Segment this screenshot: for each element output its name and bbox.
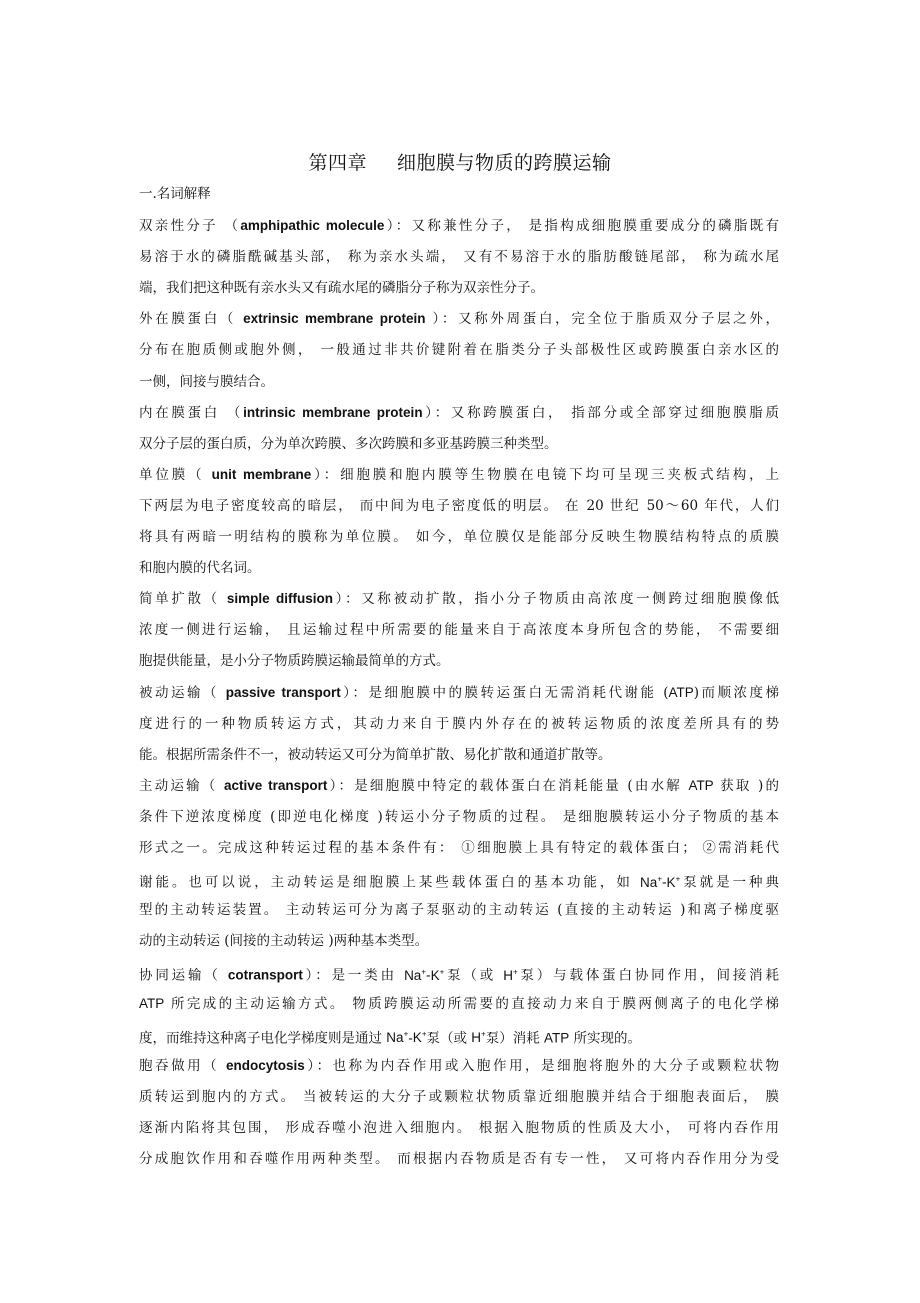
section-heading: 一.名词解释 xyxy=(139,186,211,202)
text-line: 能。根据所需条件不一，被动转运又可分为简单扩散、易化扩散和通道扩散等。 xyxy=(139,746,612,763)
text-line: 和胞内膜的代名词。 xyxy=(139,560,261,577)
text-line: 谢能。也可以说，主动转运是细胞膜上某些载体蛋白的基本功能，如 Na+-K+泵就是一种典 xyxy=(139,874,779,891)
text-line: 一侧，间接与膜结合。 xyxy=(139,373,274,390)
text-line: 单位膜（ unit membrane）：细胞膜和胞内膜等生物膜在电镜下均可呈现三夹板式结构，上 xyxy=(139,466,779,483)
text-line: 胞吞做用（ endocytosis）：也称为内吞作用或入胞作用，是细胞将胞外的大分子或颗粒状物 xyxy=(139,1057,780,1074)
text-line: 度，而维持这种离子电化学梯度则是通过 Na+-K+泵（或 H+泵）消耗 ATP 所实现的。 xyxy=(139,1029,642,1047)
text-line: 质转运到胞内的方式。 当被转运的大分子或颗粒状物质靠近细胞膜并结合于细胞表面后， 膜 xyxy=(139,1088,779,1105)
chapter-number: 第四章 xyxy=(308,152,367,174)
text-line: 条件下逆浓度梯度 (即逆电化梯度 )转运小分子物质的过程。 是细胞膜转运小分子物质的基本 xyxy=(139,808,779,825)
text-line: 浓度一侧进行运输， 且运输过程中所需要的能量来自于高浓度本身所包含的势能， 不需要细 xyxy=(139,622,779,639)
text-line: 双分子层的蛋白质，分为单次跨膜、多次跨膜和多亚基跨膜三种类型。 xyxy=(139,435,558,452)
text-line: 下两层为电子密度较高的暗层， 而中间为电子密度低的明层。 在 20 世纪 50～60 年代，人们 xyxy=(139,497,779,514)
text-line: 易溶于水的磷脂酰碱基头部， 称为亲水头端， 又有不易溶于水的脂肪酸链尾部， 称为疏水尾 xyxy=(139,249,779,266)
text-line: 分成胞饮作用和吞噬作用两种类型。 而根据内吞物质是否有专一性， 又可将内吞作用分为受 xyxy=(139,1151,779,1167)
text-line: 外在膜蛋白（ extrinsic membrane protein ）：又称外周蛋白，完全位于脂质双分子层之外， xyxy=(139,311,779,328)
text-line: 胞提供能量，是小分子物质跨膜运输最简单的方式。 xyxy=(139,653,450,670)
chapter-title xyxy=(0,148,920,175)
text-line: 分布在胞质侧或胞外侧， 一般通过非共价键附着在脂类分子头部极性区或跨膜蛋白亲水区的 xyxy=(139,342,779,359)
text-line: 度进行的一种物质转运方式，其动力来自于膜内外存在的被转运物质的浓度差所具有的势 xyxy=(139,715,779,732)
text-line: 主动运输（ active transport）：是细胞膜中特定的载体蛋白在消耗能量 (由水解 ATP 获取 )的 xyxy=(139,777,779,794)
text-line: 简单扩散（ simple diffusion）：又称被动扩散，指小分子物质由高浓度一侧跨过细胞膜像低 xyxy=(139,591,779,608)
text-line: 将具有两暗一明结构的膜称为单位膜。 如今，单位膜仅是能部分反映生物膜结构特点的质膜 xyxy=(139,529,779,545)
text-line: 形式之一。完成这种转运过程的基本条件有： ①细胞膜上具有特定的载体蛋白； ②需消耗代 xyxy=(139,840,779,856)
text-line: 协同运输（ cotransport）：是一类由 Na+-K+泵（或 H+泵）与载体蛋白协同作用，间接消耗 xyxy=(139,967,780,984)
text-line: 动的主动转运 (间接的主动转运 )两种基本类型。 xyxy=(139,933,429,950)
chapter-subject: 细胞膜与物质的跨膜运输 xyxy=(397,152,612,174)
text-line: 逐渐内陷将其包围， 形成吞噬小泡进入细胞内。 根据入胞物质的性质及大小， 可将内吞作用 xyxy=(139,1119,779,1136)
text-line: 双亲性分子 （amphipathic molecule）：又称兼性分子， 是指构成细胞膜重要成分的磷脂既有 xyxy=(139,218,779,234)
text-line: 内在膜蛋白 （intrinsic membrane protein）：又称跨膜蛋白， 指部分或全部穿过细胞膜脂质 xyxy=(139,404,779,421)
text-line: 端，我们把这种既有亲水头又有疏水尾的磷脂分子称为双亲性分子。 xyxy=(139,280,544,297)
text-line: 被动运输（ passive transport）：是细胞膜中的膜转运蛋白无需消耗代谢能 (ATP)而顺浓度梯 xyxy=(139,684,780,701)
text-line: 型的主动转运装置。 主动转运可分为离子泵驱动的主动转运 (直接的主动转运 )和离子梯度驱 xyxy=(139,902,779,919)
text-line: ATP 所完成的主动运输方式。 物质跨膜运动所需要的直接动力来自于膜两侧离子的电化学梯 xyxy=(139,995,779,1012)
